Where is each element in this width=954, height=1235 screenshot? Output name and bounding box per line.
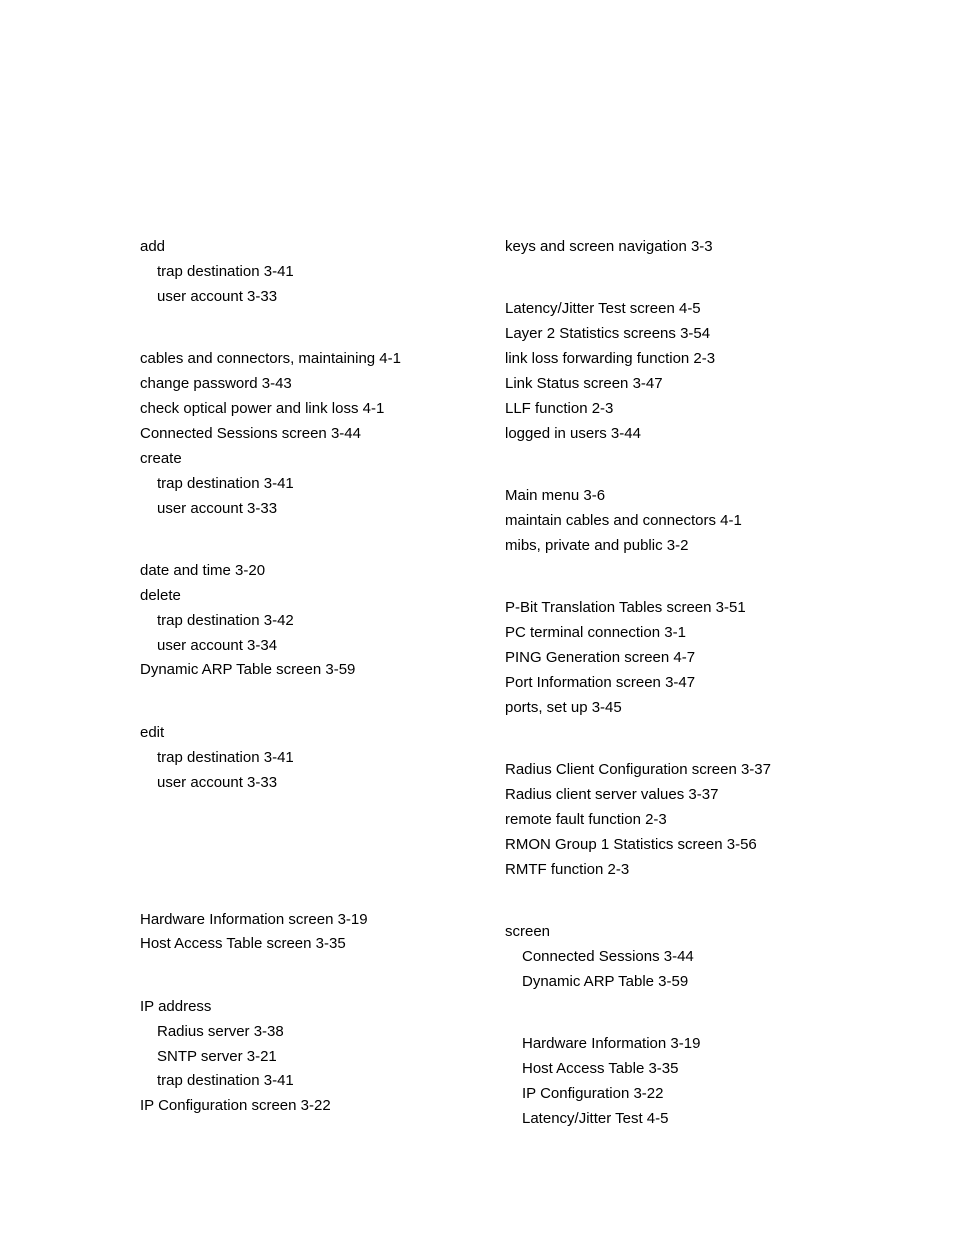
index-subentry: user account 3-33 — [157, 773, 278, 791]
index-entry: Port Information screen 3-47 — [505, 674, 696, 692]
index-entry: Latency/Jitter Test screen 4-5 — [505, 300, 701, 318]
index-entry-create: create — [140, 449, 182, 467]
index-entry: P-Bit Translation Tables screen 3-51 — [505, 599, 746, 617]
section-spacer — [140, 310, 480, 348]
index-subentry: Radius server 3-38 — [157, 1022, 284, 1040]
index-entry: change password 3-43 — [140, 375, 292, 393]
index-group-h — [140, 908, 480, 958]
index-entry: Link Status screen 3-47 — [505, 375, 663, 393]
section-spacer — [505, 447, 865, 485]
index-entry: date and time 3-20 — [140, 561, 266, 579]
index-subentry: Latency/Jitter Test 4-5 — [522, 1110, 669, 1128]
section-spacer — [505, 883, 865, 921]
index-subentry: trap destination 3-41 — [157, 1072, 294, 1090]
index-entry: mibs, private and public 3-2 — [505, 537, 689, 555]
index-group-i — [140, 995, 480, 1119]
index-entry-screen: screen — [505, 923, 551, 941]
index-entry: Hardware Information screen 3-19 — [140, 910, 368, 928]
index-entry-add: add — [140, 238, 166, 255]
index-entry: IP Configuration screen 3-22 — [140, 1097, 331, 1115]
index-entry: RMTF function 2-3 — [505, 860, 630, 878]
index-group-l — [505, 297, 865, 446]
index-entry: logged in users 3-44 — [505, 424, 641, 442]
index-left-column — [140, 235, 480, 1119]
index-subentry: trap destination 3-41 — [157, 474, 294, 492]
index-entry: Connected Sessions screen 3-44 — [140, 424, 361, 442]
index-entry: RMON Group 1 Statistics screen 3-56 — [505, 836, 757, 854]
index-group-a — [140, 235, 480, 310]
section-spacer — [140, 957, 480, 995]
index-subentry: Connected Sessions 3-44 — [522, 948, 694, 966]
index-entry: Dynamic ARP Table screen 3-59 — [140, 661, 356, 679]
index-entry: check optical power and link loss 4-1 — [140, 399, 385, 417]
index-group-c — [140, 347, 480, 521]
index-entry: Layer 2 Statistics screens 3-54 — [505, 325, 711, 343]
index-subentry: Host Access Table 3-35 — [522, 1060, 679, 1078]
index-entry-edit: edit — [140, 723, 165, 741]
section-spacer — [505, 721, 865, 759]
index-entry: Radius Client Configuration screen 3-37 — [505, 761, 771, 779]
index-entry: cables and connectors, maintaining 4-1 — [140, 350, 401, 368]
index-entry: PC terminal connection 3-1 — [505, 624, 686, 642]
index-subentry: Dynamic ARP Table 3-59 — [522, 973, 689, 991]
index-subentry: user account 3-33 — [157, 499, 278, 517]
index-group-e — [140, 721, 480, 796]
section-spacer — [505, 260, 865, 298]
index-entry: PING Generation screen 4-7 — [505, 649, 696, 667]
index-subentry: trap destination 3-41 — [157, 748, 294, 766]
index-subentry: Hardware Information 3-19 — [522, 1035, 701, 1053]
index-entry-ip-address: IP address — [140, 997, 212, 1015]
index-subentry: SNTP server 3-21 — [157, 1047, 277, 1065]
index-entry-delete: delete — [140, 586, 181, 604]
section-spacer — [140, 683, 480, 721]
index-entry: maintain cables and connectors 4-1 — [505, 512, 742, 530]
index-entry: remote fault function 2-3 — [505, 811, 667, 829]
index-subentry: user account 3-33 — [157, 287, 278, 305]
index-entry: ports, set up 3-45 — [505, 698, 622, 716]
section-spacer — [505, 559, 865, 597]
index-subentry: IP Configuration 3-22 — [522, 1085, 664, 1103]
index-entry: Radius client server values 3-37 — [505, 786, 719, 804]
section-spacer — [140, 796, 480, 908]
index-group-m — [505, 484, 865, 559]
index-entry: Main menu 3-6 — [505, 487, 606, 505]
index-subentry: user account 3-34 — [157, 636, 278, 654]
index-entry: Host Access Table screen 3-35 — [140, 935, 346, 953]
index-entry: keys and screen navigation 3-3 — [505, 238, 713, 255]
index-group-k — [505, 235, 865, 260]
index-group-r — [505, 758, 865, 882]
index-entry: LLF function 2-3 — [505, 399, 614, 417]
index-subentry: trap destination 3-42 — [157, 611, 294, 629]
section-spacer — [140, 521, 480, 559]
index-group-p — [505, 596, 865, 720]
section-spacer — [505, 995, 865, 1033]
index-right-column — [505, 235, 865, 1132]
index-group-d — [140, 559, 480, 683]
index-entry: link loss forwarding function 2-3 — [505, 350, 716, 368]
index-subentry: trap destination 3-41 — [157, 262, 294, 280]
index-group-s — [505, 920, 865, 1132]
